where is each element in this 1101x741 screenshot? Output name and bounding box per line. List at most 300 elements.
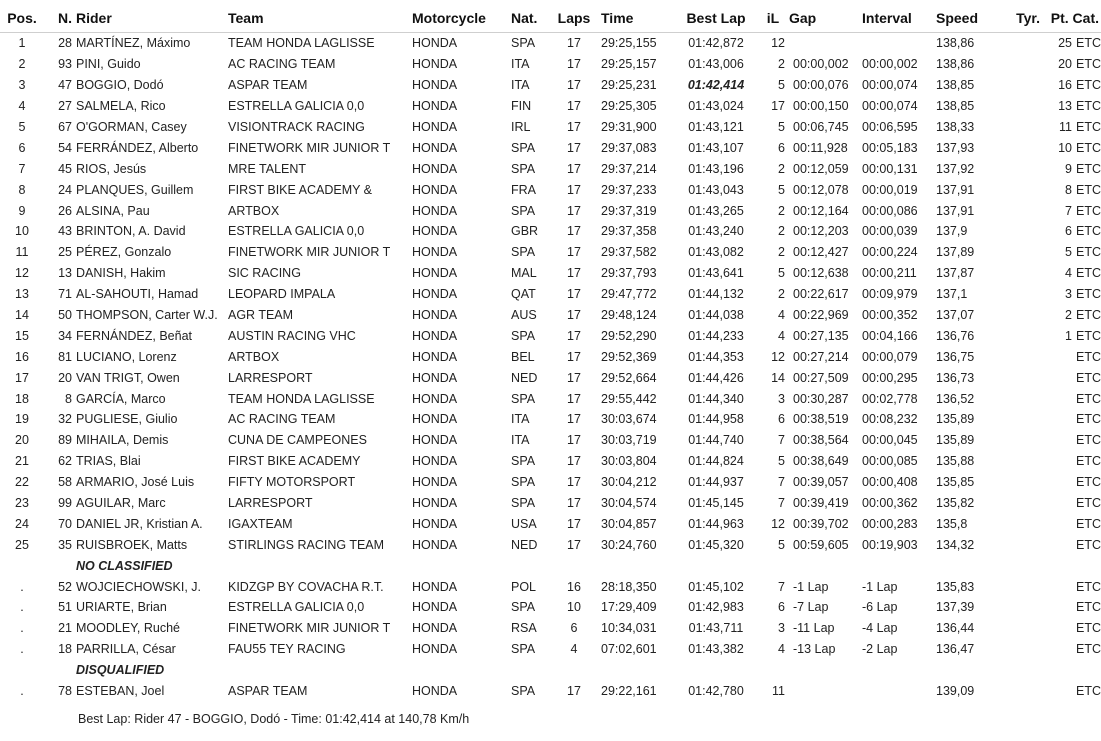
time-cell: 29:25,231 bbox=[601, 78, 657, 93]
nat-cell: SPA bbox=[511, 203, 536, 218]
points-cell bbox=[1042, 409, 1074, 430]
number-cell: 8 bbox=[65, 391, 72, 406]
category-cell: ETC bbox=[1076, 433, 1101, 448]
nat-cell: NED bbox=[511, 370, 538, 385]
tyre-cell bbox=[1006, 33, 1042, 54]
gap-cell: 00:39,419 bbox=[793, 496, 849, 511]
table-row bbox=[0, 284, 1101, 305]
rider-cell: FERRÁNDEZ, Alberto bbox=[76, 140, 199, 155]
il-cell: 11 bbox=[772, 684, 785, 699]
pos-cell: 11 bbox=[15, 245, 29, 260]
category-cell: ETC bbox=[1076, 120, 1101, 134]
category-cell: ETC bbox=[1076, 78, 1101, 93]
motorcycle-cell: HONDA bbox=[412, 600, 458, 615]
best-lap-cell: 01:44,132 bbox=[688, 287, 744, 302]
speed-cell: 136,73 bbox=[936, 370, 975, 385]
motorcycle-cell: HONDA bbox=[412, 370, 458, 385]
il-cell: 2 bbox=[778, 224, 785, 239]
motorcycle-cell: HONDA bbox=[412, 287, 458, 302]
tyre-cell bbox=[1006, 137, 1042, 158]
header-row bbox=[0, 4, 1101, 33]
laps-cell: 17 bbox=[567, 287, 581, 302]
nat-cell: FIN bbox=[511, 99, 532, 114]
pos-cell: 22 bbox=[15, 475, 29, 490]
gap-cell: 00:30,287 bbox=[793, 391, 849, 406]
best-lap-cell: 01:42,983 bbox=[688, 600, 744, 615]
laps-cell: 17 bbox=[567, 684, 581, 699]
best-lap-cell: 01:44,353 bbox=[688, 349, 744, 364]
number-cell: 52 bbox=[58, 579, 72, 594]
number-cell: 34 bbox=[58, 328, 72, 343]
nat-cell: GBR bbox=[511, 224, 539, 239]
motorcycle-cell: HONDA bbox=[412, 161, 458, 176]
rider-cell: MARTÍNEZ, Máximo bbox=[76, 36, 191, 51]
table-row bbox=[0, 33, 1101, 54]
category-cell: ETC bbox=[1076, 496, 1101, 511]
results-table bbox=[0, 4, 1101, 702]
speed-cell: 135,83 bbox=[936, 579, 975, 594]
points-cell: 10 bbox=[1058, 140, 1072, 155]
number-cell: 35 bbox=[58, 537, 72, 552]
category-cell: ETC bbox=[1076, 516, 1101, 531]
laps-cell: 17 bbox=[567, 182, 581, 197]
points-cell bbox=[1042, 451, 1074, 472]
time-cell: 17:29,409 bbox=[601, 600, 657, 615]
category-cell: ETC bbox=[1076, 328, 1101, 343]
gap-cell: -13 Lap bbox=[793, 642, 836, 657]
laps-cell: 17 bbox=[567, 370, 581, 385]
table-row bbox=[0, 493, 1101, 514]
interval-cell: 00:00,019 bbox=[862, 182, 918, 197]
interval-cell: -6 Lap bbox=[862, 600, 898, 615]
table-row bbox=[0, 179, 1101, 200]
laps-cell: 17 bbox=[567, 140, 581, 155]
interval-cell: 00:00,131 bbox=[862, 161, 918, 176]
rider-cell: AGUILAR, Marc bbox=[76, 496, 166, 511]
tyre-cell bbox=[1006, 367, 1042, 388]
rider-cell: THOMPSON, Carter W.J. bbox=[76, 308, 218, 323]
rider-cell: RUISBROEK, Matts bbox=[76, 537, 188, 552]
team-cell: FIRST BIKE ACADEMY bbox=[228, 454, 361, 469]
il-cell: 2 bbox=[778, 57, 785, 72]
team-cell: VISIONTRACK RACING bbox=[228, 120, 365, 134]
speed-cell: 139,09 bbox=[936, 684, 975, 699]
best-lap-cell: 01:44,740 bbox=[688, 433, 744, 448]
number-cell: 27 bbox=[58, 99, 72, 114]
interval-cell: 00:00,085 bbox=[862, 454, 918, 469]
pos-cell: 1 bbox=[18, 36, 26, 51]
points-cell bbox=[1042, 472, 1074, 493]
pos-cell: 23 bbox=[15, 496, 29, 511]
rider-cell: SALMELA, Rico bbox=[76, 99, 166, 114]
table-row bbox=[0, 597, 1101, 618]
best-lap-cell: 01:44,426 bbox=[688, 370, 744, 385]
speed-cell: 137,89 bbox=[936, 245, 975, 260]
nat-cell: ITA bbox=[511, 78, 530, 93]
time-cell: 29:37,319 bbox=[601, 203, 657, 218]
laps-cell: 17 bbox=[567, 349, 581, 364]
speed-cell: 135,82 bbox=[936, 496, 975, 511]
col-il-header: iL bbox=[766, 10, 780, 26]
rider-cell: AL-SAHOUTI, Hamad bbox=[76, 287, 199, 302]
motorcycle-cell: HONDA bbox=[412, 78, 458, 93]
table-row bbox=[0, 200, 1101, 221]
time-cell: 30:04,574 bbox=[601, 496, 657, 511]
pos-cell: 21 bbox=[15, 454, 29, 469]
best-lap-cell: 01:45,102 bbox=[688, 579, 744, 594]
tyre-cell bbox=[1006, 346, 1042, 367]
table-row bbox=[0, 263, 1101, 284]
speed-cell: 135,89 bbox=[936, 433, 975, 448]
nat-cell: RSA bbox=[511, 621, 537, 636]
number-cell: 13 bbox=[58, 266, 72, 281]
best-lap-cell: 01:43,196 bbox=[688, 161, 744, 176]
team-cell: FAU55 TEY RACING bbox=[228, 642, 346, 657]
number-cell: 71 bbox=[58, 287, 72, 302]
time-cell: 28:18,350 bbox=[601, 579, 657, 594]
interval-cell: 00:00,074 bbox=[862, 78, 918, 93]
best-lap-cell: 01:42,872 bbox=[688, 36, 744, 51]
best-lap-cell: 01:45,145 bbox=[688, 496, 744, 511]
number-cell: 51 bbox=[58, 600, 72, 615]
tyre-cell bbox=[1006, 534, 1042, 555]
points-cell: 1 bbox=[1065, 328, 1072, 343]
pos-cell: 20 bbox=[15, 433, 29, 448]
number-cell: 50 bbox=[58, 308, 72, 323]
interval-cell: 00:09,979 bbox=[862, 287, 918, 302]
motorcycle-cell: HONDA bbox=[412, 621, 458, 636]
gap-cell: -1 Lap bbox=[793, 579, 829, 594]
gap-cell: 00:27,135 bbox=[793, 328, 849, 343]
interval-cell: 00:08,232 bbox=[862, 412, 918, 427]
il-cell: 2 bbox=[778, 203, 785, 218]
interval-cell: 00:05,183 bbox=[862, 140, 918, 155]
table-row bbox=[0, 681, 1101, 702]
category-cell: ETC bbox=[1076, 308, 1101, 323]
number-cell: 58 bbox=[58, 475, 72, 490]
il-cell: 6 bbox=[778, 412, 785, 427]
points-cell bbox=[1042, 576, 1074, 597]
category-cell: ETC bbox=[1076, 454, 1101, 469]
rider-cell: PLANQUES, Guillem bbox=[76, 182, 194, 197]
laps-cell: 17 bbox=[567, 57, 581, 72]
il-cell: 5 bbox=[778, 78, 785, 93]
gap-cell: 00:59,605 bbox=[793, 537, 849, 552]
team-cell: ARTBOX bbox=[228, 349, 280, 364]
motorcycle-cell: HONDA bbox=[412, 120, 458, 134]
points-cell bbox=[1042, 597, 1074, 618]
points-cell: 20 bbox=[1058, 57, 1072, 72]
team-cell: TEAM HONDA LAGLISSE bbox=[228, 391, 375, 406]
il-cell: 17 bbox=[771, 99, 785, 114]
motorcycle-cell: HONDA bbox=[412, 266, 458, 281]
rider-cell: ALSINA, Pau bbox=[76, 203, 150, 218]
gap-cell: 00:38,519 bbox=[793, 412, 849, 427]
speed-cell: 136,44 bbox=[936, 621, 975, 636]
speed-cell: 137,91 bbox=[936, 203, 975, 218]
il-cell: 2 bbox=[778, 245, 785, 260]
pos-cell: 6 bbox=[18, 140, 26, 155]
points-cell bbox=[1042, 534, 1074, 555]
best-lap-cell: 01:45,320 bbox=[688, 537, 744, 552]
team-cell: FIRST BIKE ACADEMY & bbox=[228, 182, 373, 197]
pos-cell: 24 bbox=[15, 516, 29, 531]
col-pos-header: Pos. bbox=[7, 10, 37, 26]
tyre-cell bbox=[1006, 54, 1042, 75]
category-cell: ETC bbox=[1076, 642, 1101, 657]
speed-cell: 134,32 bbox=[936, 537, 975, 552]
number-cell: 28 bbox=[58, 36, 72, 51]
interval-cell: 00:00,224 bbox=[862, 245, 918, 260]
laps-cell: 17 bbox=[567, 36, 581, 51]
number-cell: 70 bbox=[58, 516, 72, 531]
table-row bbox=[0, 639, 1101, 660]
motorcycle-cell: HONDA bbox=[412, 684, 458, 699]
motorcycle-cell: HONDA bbox=[412, 475, 458, 490]
best-lap-cell: 01:43,265 bbox=[688, 203, 744, 218]
pos-cell: 9 bbox=[18, 203, 26, 218]
table-row bbox=[0, 388, 1101, 409]
best-lap-cell: 01:43,711 bbox=[688, 621, 744, 636]
col-number-header: N. bbox=[58, 10, 72, 26]
time-cell: 29:22,161 bbox=[601, 684, 657, 699]
interval-cell: 00:19,903 bbox=[862, 537, 918, 552]
table-row bbox=[0, 158, 1101, 179]
points-cell bbox=[1042, 346, 1074, 367]
motorcycle-cell: HONDA bbox=[412, 496, 458, 511]
interval-cell: 00:00,074 bbox=[862, 99, 918, 114]
gap-cell: 00:12,164 bbox=[793, 203, 849, 218]
time-cell: 30:03,804 bbox=[601, 454, 657, 469]
tyre-cell bbox=[1006, 284, 1042, 305]
laps-cell: 17 bbox=[567, 454, 581, 469]
points-cell bbox=[1042, 367, 1074, 388]
section-spacer bbox=[0, 660, 74, 681]
team-cell: KIDZGP BY COVACHA R.T. bbox=[228, 579, 384, 594]
il-cell: 2 bbox=[778, 161, 785, 176]
category-cell: ETC bbox=[1076, 140, 1101, 155]
col-interval-header: Interval bbox=[862, 10, 912, 26]
points-cell: 11 bbox=[1059, 120, 1072, 134]
table-row bbox=[0, 534, 1101, 555]
best-lap-cell: 01:43,043 bbox=[688, 182, 744, 197]
table-row bbox=[0, 451, 1101, 472]
laps-cell: 17 bbox=[567, 203, 581, 218]
table-row bbox=[0, 137, 1101, 158]
category-cell: ETC bbox=[1076, 412, 1101, 427]
points-cell: 3 bbox=[1065, 287, 1072, 302]
table-header bbox=[0, 4, 1101, 33]
col-laps-header: Laps bbox=[557, 10, 591, 26]
laps-cell: 4 bbox=[570, 642, 578, 657]
interval-cell: 00:04,166 bbox=[862, 328, 918, 343]
number-cell: 45 bbox=[58, 161, 72, 176]
laps-cell: 17 bbox=[567, 328, 581, 343]
time-cell: 30:03,674 bbox=[601, 412, 657, 427]
laps-cell: 17 bbox=[567, 433, 581, 448]
time-cell: 29:52,290 bbox=[601, 328, 657, 343]
tyre-cell bbox=[1006, 263, 1042, 284]
col-time-header: Time bbox=[601, 10, 634, 26]
number-cell: 62 bbox=[58, 454, 72, 469]
category-cell: ETC bbox=[1076, 600, 1101, 615]
table-row bbox=[0, 430, 1101, 451]
team-cell: TEAM HONDA LAGLISSE bbox=[228, 36, 375, 51]
laps-cell: 17 bbox=[567, 224, 581, 239]
nat-cell: SPA bbox=[511, 161, 536, 176]
gap-cell: 00:12,059 bbox=[793, 161, 849, 176]
pos-cell: 18 bbox=[15, 391, 29, 406]
speed-cell: 136,76 bbox=[936, 328, 975, 343]
time-cell: 29:37,083 bbox=[601, 140, 657, 155]
rider-cell: PARRILLA, César bbox=[76, 642, 176, 657]
il-cell: 2 bbox=[778, 287, 785, 302]
motorcycle-cell: HONDA bbox=[412, 349, 458, 364]
points-cell bbox=[1042, 618, 1074, 639]
nat-cell: QAT bbox=[511, 287, 536, 302]
nat-cell: SPA bbox=[511, 642, 536, 657]
motorcycle-cell: HONDA bbox=[412, 328, 458, 343]
col-points-category-header: Pt. Cat. bbox=[1050, 10, 1100, 26]
nat-cell: AUS bbox=[511, 308, 537, 323]
number-cell: 81 bbox=[58, 349, 72, 364]
il-cell: 12 bbox=[771, 516, 785, 531]
category-cell: ETC bbox=[1076, 203, 1101, 218]
team-cell: LARRESPORT bbox=[228, 370, 313, 385]
laps-cell: 17 bbox=[567, 78, 581, 93]
category-cell: ETC bbox=[1076, 99, 1101, 114]
interval-cell: 00:00,079 bbox=[862, 349, 918, 364]
pos-cell: 19 bbox=[15, 412, 29, 427]
tyre-cell bbox=[1006, 681, 1042, 702]
gap-cell: 00:27,509 bbox=[793, 370, 849, 385]
points-cell: 4 bbox=[1065, 266, 1072, 281]
speed-cell: 135,88 bbox=[936, 454, 975, 469]
category-cell: ETC bbox=[1076, 287, 1101, 302]
points-cell bbox=[1042, 681, 1074, 702]
best-lap-cell: 01:43,382 bbox=[688, 642, 744, 657]
points-cell bbox=[1042, 513, 1074, 534]
tyre-cell bbox=[1006, 221, 1042, 242]
motorcycle-cell: HONDA bbox=[412, 36, 458, 51]
laps-cell: 17 bbox=[567, 266, 581, 281]
tyre-cell bbox=[1006, 597, 1042, 618]
speed-cell: 136,47 bbox=[936, 642, 975, 657]
category-cell: ETC bbox=[1076, 391, 1101, 406]
number-cell: 99 bbox=[58, 496, 72, 511]
laps-cell: 17 bbox=[567, 537, 581, 552]
time-cell: 29:31,900 bbox=[601, 120, 657, 134]
points-cell: 9 bbox=[1065, 161, 1072, 176]
interval-cell bbox=[860, 33, 934, 54]
best-lap-cell: 01:44,958 bbox=[688, 412, 744, 427]
rider-cell: O'GORMAN, Casey bbox=[76, 120, 187, 134]
team-cell: ESTRELLA GALICIA 0,0 bbox=[228, 99, 365, 114]
pos-cell: 7 bbox=[18, 161, 26, 176]
best-lap-cell: 01:42,414 bbox=[687, 78, 745, 93]
category-cell: ETC bbox=[1076, 579, 1101, 594]
number-cell: 24 bbox=[58, 182, 72, 197]
laps-cell: 17 bbox=[567, 516, 581, 531]
laps-cell: 10 bbox=[567, 600, 581, 615]
time-cell: 10:34,031 bbox=[601, 621, 657, 636]
speed-cell: 135,89 bbox=[936, 412, 975, 427]
points-cell bbox=[1042, 430, 1074, 451]
tyre-cell bbox=[1006, 117, 1042, 138]
time-cell: 29:25,155 bbox=[601, 36, 657, 51]
col-motorcycle-header: Motorcycle bbox=[412, 10, 486, 26]
gap-cell: -7 Lap bbox=[793, 600, 829, 615]
laps-cell: 17 bbox=[567, 412, 581, 427]
table-row bbox=[0, 117, 1101, 138]
gap-cell: 00:12,638 bbox=[793, 266, 849, 281]
rider-cell: DANISH, Hakim bbox=[76, 266, 166, 281]
motorcycle-cell: HONDA bbox=[412, 57, 458, 72]
pos-cell: . bbox=[20, 579, 24, 594]
points-cell: 5 bbox=[1065, 245, 1072, 260]
rider-cell: WOJCIECHOWSKI, J. bbox=[76, 579, 201, 594]
rider-cell: TRIAS, Blai bbox=[76, 454, 141, 469]
time-cell: 29:25,305 bbox=[601, 99, 657, 114]
time-cell: 29:37,233 bbox=[601, 182, 657, 197]
pos-cell: 8 bbox=[18, 182, 26, 197]
rider-cell: GARCÍA, Marco bbox=[76, 391, 166, 406]
il-cell: 5 bbox=[778, 120, 785, 134]
rider-cell: BOGGIO, Dodó bbox=[76, 78, 164, 93]
number-cell: 89 bbox=[58, 433, 72, 448]
speed-cell: 137,92 bbox=[936, 161, 975, 176]
il-cell: 3 bbox=[778, 621, 785, 636]
motorcycle-cell: HONDA bbox=[412, 579, 458, 594]
pos-cell: . bbox=[20, 600, 24, 615]
rider-cell: ESTEBAN, Joel bbox=[76, 684, 165, 699]
time-cell: 29:55,442 bbox=[601, 391, 657, 406]
speed-cell: 138,85 bbox=[936, 78, 975, 93]
table-row bbox=[0, 75, 1101, 96]
tyre-cell bbox=[1006, 325, 1042, 346]
points-cell: 8 bbox=[1065, 182, 1072, 197]
table-row bbox=[0, 346, 1101, 367]
nat-cell: SPA bbox=[511, 328, 536, 343]
pos-cell: 25 bbox=[15, 537, 29, 552]
pos-cell: 4 bbox=[18, 99, 26, 114]
best-lap-cell: 01:43,240 bbox=[688, 224, 744, 239]
category-cell: ETC bbox=[1076, 349, 1101, 364]
tyre-cell bbox=[1006, 513, 1042, 534]
il-cell: 4 bbox=[778, 642, 785, 657]
il-cell: 5 bbox=[778, 182, 785, 197]
table-row bbox=[0, 576, 1101, 597]
speed-cell: 136,52 bbox=[936, 391, 975, 406]
il-cell: 7 bbox=[778, 496, 785, 511]
interval-cell: -4 Lap bbox=[862, 621, 898, 636]
rider-cell: MOODLEY, Ruché bbox=[76, 621, 180, 636]
tyre-cell bbox=[1006, 409, 1042, 430]
il-cell: 14 bbox=[771, 370, 785, 385]
tyre-cell bbox=[1006, 493, 1042, 514]
time-cell: 30:03,719 bbox=[601, 433, 657, 448]
category-cell: ETC bbox=[1076, 621, 1101, 636]
gap-cell: 00:00,002 bbox=[793, 57, 849, 72]
team-cell: AC RACING TEAM bbox=[228, 57, 336, 72]
speed-cell: 135,8 bbox=[936, 516, 968, 531]
points-cell bbox=[1042, 639, 1074, 660]
pos-cell: 14 bbox=[15, 308, 29, 323]
pos-cell: 3 bbox=[18, 78, 26, 93]
rider-cell: FERNÁNDEZ, Beñat bbox=[76, 328, 193, 343]
time-cell: 29:37,793 bbox=[601, 266, 657, 281]
team-cell: AC RACING TEAM bbox=[228, 412, 336, 427]
